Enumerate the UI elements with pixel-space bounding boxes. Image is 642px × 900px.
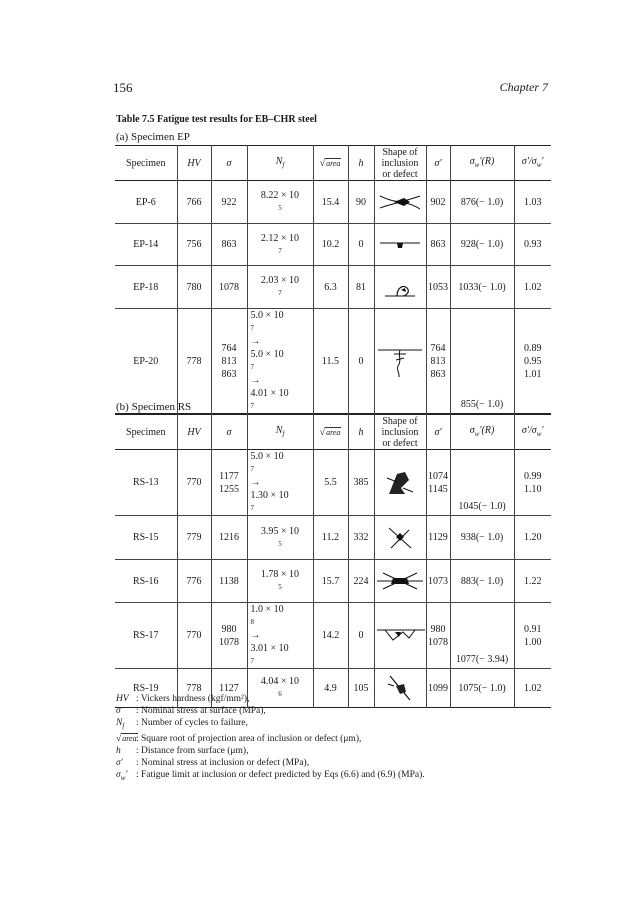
legend-text: : Nominal stress at inclusion or defect (MPa),	[136, 757, 310, 768]
cell-nf	[247, 309, 313, 414]
cell-sigma-prime	[426, 560, 450, 603]
cell-ratio	[514, 181, 551, 224]
col-sqrt-area: √area	[313, 415, 348, 450]
col-sqrt-area: √area	[313, 146, 348, 181]
cell-sigma	[211, 266, 247, 309]
cell-ratio-value: 0.89	[524, 342, 542, 354]
cell-specimen: RS-17	[115, 603, 177, 669]
cell-nf	[247, 603, 313, 669]
cell-nf-value: 1.78 × 10 5	[260, 569, 300, 591]
cell-sigma-prime	[426, 266, 450, 309]
table-row	[115, 181, 551, 224]
cell-ratio-value: 1.22	[524, 575, 542, 587]
legend-text: : Vickers hardness (kgf/mm²),	[136, 694, 250, 704]
legend-text: : Fatigue limit at inclusion or defect predicted by Eqs (6.6) and (6.9) (MPa).	[136, 770, 425, 781]
cell-nf-value: 5.0 × 10 7 →	[250, 349, 284, 386]
legend-symbol: σ′	[116, 757, 123, 768]
cell-sigma-w-r: 1045(− 1.0)	[450, 450, 514, 516]
cell-nf-value: 4.04 × 10 6	[260, 676, 300, 698]
cell-sigma-prime	[426, 181, 450, 224]
cell-sigma-w-r: 876(− 1.0)	[450, 181, 514, 224]
cell-ratio	[514, 450, 551, 516]
legend-text: : Square root of projection area of inclusion or defect (μm),	[136, 733, 362, 744]
cell-sigma-prime	[426, 603, 450, 669]
cell-sigma-prime-value: 863	[430, 239, 446, 250]
cell-ratio-value: 0.95	[524, 355, 542, 367]
col-ratio: $\sigma'/\sigma_w'$	[514, 415, 551, 450]
col-nf: $N_f$	[247, 146, 313, 181]
cell-sigma-w-r: 928(− 1.0)	[450, 224, 514, 266]
legend-note	[116, 745, 425, 757]
header-row	[115, 415, 551, 450]
cell-shape-inclusion-figure	[374, 560, 426, 603]
table-row	[115, 516, 551, 560]
legend-note	[116, 693, 425, 705]
cell-sqrt-area: 15.4	[313, 181, 348, 224]
cell-sqrt-area: 11.2	[313, 516, 348, 560]
table-caption-text: Fatigue test results for EB–CHR steel	[157, 114, 317, 125]
table-row	[115, 309, 551, 414]
table-a-label: (a) Specimen EP	[116, 131, 190, 143]
cell-sigma-value: 1127	[219, 682, 239, 694]
cell-shape-inclusion-figure	[374, 516, 426, 560]
col-sigma: σ	[211, 146, 247, 181]
cell-ratio-value: 0.91	[524, 623, 542, 635]
cell-ratio-value: 1.02	[524, 682, 542, 694]
table-caption	[116, 114, 317, 125]
legend-note	[116, 757, 425, 769]
cell-sigma-prime-value: 1073	[428, 575, 448, 587]
table-row	[115, 224, 551, 266]
col-shape: Shape of inclusion or defect	[374, 146, 426, 181]
cell-nf	[247, 266, 313, 309]
cell-nf	[247, 516, 313, 560]
legend-symbol: $N_f$	[116, 718, 125, 731]
cell-nf-value: 4.01 × 10 7	[250, 388, 289, 410]
cell-sqrt-area: 11.5	[313, 309, 348, 414]
cell-sigma-w-r: 1077(− 3.94)	[450, 603, 514, 669]
cell-hv: 756	[177, 224, 211, 266]
cell-ratio-value: 1.00	[524, 636, 542, 648]
cell-hv: 770	[177, 603, 211, 669]
cell-nf-value: 5.0 × 10 7 →	[250, 310, 284, 347]
cell-nf-value: 3.95 × 10 5	[260, 525, 300, 548]
cell-sigma-value: 922	[221, 196, 237, 208]
cell-nf-value: 8.22 × 10 5	[260, 190, 300, 212]
legend-symbol: HV	[116, 694, 129, 704]
table-specimen-rs	[115, 414, 551, 708]
legend-note	[116, 717, 425, 732]
cell-nf-value: 5.0 × 10 7 →	[250, 451, 284, 488]
cell-h: 224	[348, 560, 374, 603]
cell-shape-inclusion-figure	[374, 450, 426, 516]
cell-nf	[247, 181, 313, 224]
cell-sigma-value: 764	[221, 342, 237, 354]
cell-sigma-prime-value: 1078	[428, 636, 448, 648]
cell-sigma-value: 863	[221, 368, 237, 380]
legend-symbol: √area	[116, 733, 137, 744]
cell-shape-inclusion-figure	[374, 309, 426, 414]
cell-sigma-value: 863	[221, 239, 237, 250]
cell-sigma-value: 1138	[219, 575, 239, 587]
legend-text: : Number of cycles to failure,	[136, 718, 248, 729]
cell-shape-inclusion-figure	[374, 181, 426, 224]
legend-note	[116, 769, 425, 784]
col-sigma: σ	[211, 415, 247, 450]
cell-h: 105	[348, 669, 374, 708]
cell-ratio	[514, 516, 551, 560]
cell-sigma-value: 980	[221, 623, 237, 635]
cell-h: 332	[348, 516, 374, 560]
col-specimen: Specimen	[115, 415, 177, 450]
cell-nf	[247, 560, 313, 603]
legend-text: : Nominal stress at surface (MPa),	[136, 706, 266, 717]
cell-sigma	[211, 181, 247, 224]
cell-sigma-value: 813	[221, 355, 237, 367]
cell-sigma-prime-value: 1129	[428, 532, 448, 543]
cell-h: 81	[348, 266, 374, 309]
cell-specimen: EP-14	[115, 224, 177, 266]
table-row	[115, 560, 551, 603]
cell-sigma-prime-value: 813	[430, 355, 446, 367]
cell-sigma	[211, 224, 247, 266]
cell-shape-inclusion-figure	[374, 224, 426, 266]
cell-h: 90	[348, 181, 374, 224]
col-hv: HV	[177, 146, 211, 181]
cell-hv: 766	[177, 181, 211, 224]
cell-specimen: RS-13	[115, 450, 177, 516]
cell-specimen: EP-18	[115, 266, 177, 309]
cell-h: 385	[348, 450, 374, 516]
legend-symbol: h	[116, 745, 121, 756]
cell-ratio-value: 0.99	[524, 470, 542, 482]
cell-hv: 778	[177, 669, 211, 708]
cell-sigma-w-r: 938(− 1.0)	[450, 516, 514, 560]
cell-sqrt-area: 6.3	[313, 266, 348, 309]
col-specimen: Specimen	[115, 146, 177, 181]
cell-sigma-prime-value: 1074	[428, 470, 448, 482]
cell-sigma-prime	[426, 450, 450, 516]
col-ratio: $\sigma'/\sigma_w'$	[514, 146, 551, 181]
col-sigma-prime: σ′	[426, 415, 450, 450]
cell-nf	[247, 450, 313, 516]
table-row	[115, 450, 551, 516]
col-sigma-prime: σ′	[426, 146, 450, 181]
cell-shape-inclusion-figure	[374, 603, 426, 669]
cell-sigma-w-r: 1033(− 1.0)	[450, 266, 514, 309]
cell-sigma	[211, 450, 247, 516]
cell-sigma-value: 1255	[219, 483, 239, 495]
table-caption-label: Table 7.5	[116, 114, 155, 125]
cell-ratio	[514, 266, 551, 309]
cell-ratio	[514, 560, 551, 603]
cell-ratio-value: 1.01	[524, 368, 542, 380]
cell-sigma-prime	[426, 224, 450, 266]
cell-ratio-value: 1.20	[524, 532, 542, 543]
cell-ratio	[514, 669, 551, 708]
cell-sigma-value: 1078	[219, 636, 239, 648]
col-h: h	[348, 146, 374, 181]
cell-sqrt-area: 4.9	[313, 669, 348, 708]
cell-sigma-value: 1177	[219, 470, 239, 482]
cell-specimen: RS-16	[115, 560, 177, 603]
cell-ratio	[514, 224, 551, 266]
cell-sigma-prime	[426, 516, 450, 560]
cell-sigma-prime-value: 902	[430, 196, 446, 208]
table-row	[115, 603, 551, 669]
legend-text: : Distance from surface (μm),	[136, 745, 249, 756]
cell-ratio-value: 1.03	[524, 196, 542, 208]
legend-note	[116, 705, 425, 717]
cell-ratio	[514, 603, 551, 669]
cell-hv: 780	[177, 266, 211, 309]
cell-sigma-w-r: 855(− 1.0)	[450, 309, 514, 414]
legend-symbol: σ	[116, 706, 121, 717]
col-shape: Shape of inclusion or defect	[374, 415, 426, 450]
cell-specimen: RS-19	[115, 669, 177, 708]
page-number: 156	[113, 80, 133, 95]
cell-ratio-value: 0.93	[524, 239, 542, 250]
cell-sqrt-area: 10.2	[313, 224, 348, 266]
cell-specimen: RS-15	[115, 516, 177, 560]
cell-sigma	[211, 560, 247, 603]
cell-sigma-value: 1078	[219, 281, 239, 293]
col-h: h	[348, 415, 374, 450]
chapter-title: Chapter 7	[499, 80, 548, 94]
table-specimen-ep	[115, 145, 551, 414]
cell-sigma	[211, 309, 247, 414]
cell-sigma-w-r: 883(− 1.0)	[450, 560, 514, 603]
cell-sigma-prime-value: 1145	[428, 483, 448, 495]
cell-sigma-prime	[426, 309, 450, 414]
cell-sigma-prime-value: 764	[430, 342, 446, 354]
cell-sigma-prime-value: 1053	[428, 281, 448, 293]
cell-ratio	[514, 309, 551, 414]
cell-hv: 779	[177, 516, 211, 560]
table-b-label: (b) Specimen RS	[116, 401, 192, 413]
cell-nf-value: 1.0 × 10 8 →	[250, 604, 284, 641]
cell-specimen: EP-20	[115, 309, 177, 414]
cell-hv: 776	[177, 560, 211, 603]
cell-sqrt-area: 15.7	[313, 560, 348, 603]
cell-nf-value: 1.30 × 10 7	[250, 490, 289, 512]
table-row	[115, 266, 551, 309]
cell-shape-inclusion-figure	[374, 266, 426, 309]
cell-hv: 770	[177, 450, 211, 516]
cell-sqrt-area: 5.5	[313, 450, 348, 516]
cell-sqrt-area: 14.2	[313, 603, 348, 669]
cell-h: 0	[348, 603, 374, 669]
cell-h: 0	[348, 224, 374, 266]
cell-nf-value: 2.12 × 10 7	[260, 232, 300, 255]
cell-sigma-prime	[426, 669, 450, 708]
cell-specimen: EP-6	[115, 181, 177, 224]
cell-sigma-prime-value: 1099	[428, 682, 448, 694]
legend-note	[116, 733, 425, 745]
col-hv: HV	[177, 415, 211, 450]
cell-sigma-prime-value: 980	[430, 623, 446, 635]
cell-sigma-w-r: 1075(− 1.0)	[450, 669, 514, 708]
cell-nf-value: 3.01 × 10 7	[250, 643, 289, 665]
cell-hv: 778	[177, 309, 211, 414]
cell-ratio-value: 1.02	[524, 281, 542, 293]
header-row	[115, 146, 551, 181]
cell-sigma-value: 1216	[219, 532, 239, 543]
cell-nf-value: 2.03 × 10 7	[260, 275, 300, 297]
cell-sigma	[211, 603, 247, 669]
col-sigma-w-r: $\sigma_w'(R)$	[450, 146, 514, 181]
col-sigma-w-r: $\sigma_w'(R)$	[450, 415, 514, 450]
cell-sigma	[211, 516, 247, 560]
legend-symbol: $\sigma_w'$	[116, 770, 128, 782]
cell-sigma-prime-value: 863	[430, 368, 446, 380]
cell-h: 0	[348, 309, 374, 414]
cell-nf	[247, 224, 313, 266]
col-nf: $N_f$	[247, 415, 313, 450]
cell-ratio-value: 1.10	[524, 483, 542, 495]
legend-notes	[116, 693, 425, 784]
